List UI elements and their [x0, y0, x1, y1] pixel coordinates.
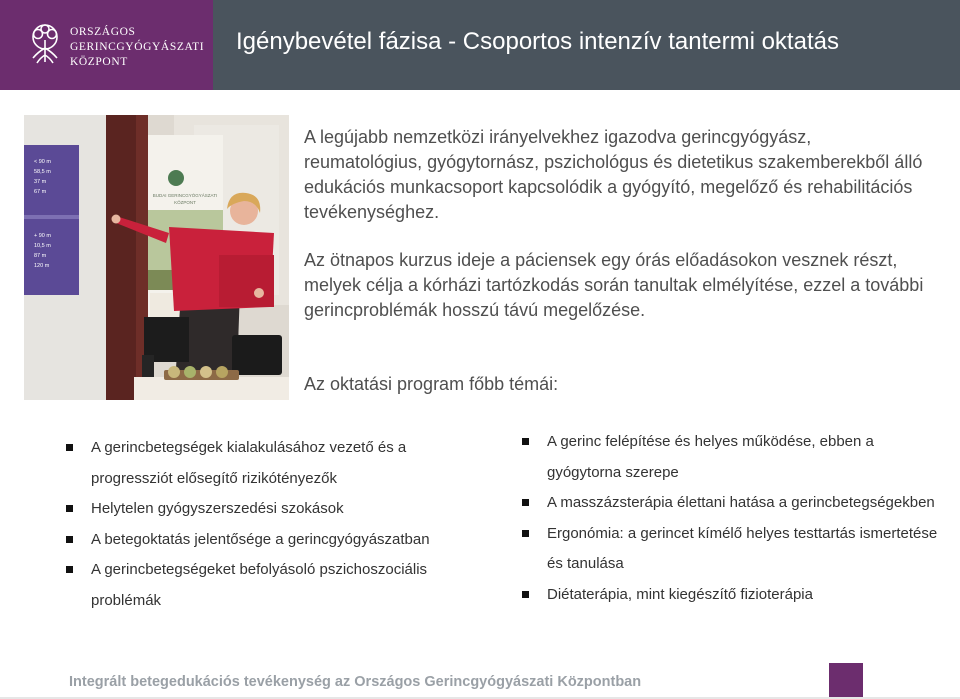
screen-text: 58,5 m [34, 169, 51, 175]
logo-text [70, 25, 210, 70]
footer-accent [829, 663, 863, 699]
list-item: A gerincbetegségek kialakulásához vezető és a progressziót elősegítő rizikótényezők [66, 433, 486, 494]
slide-title: Igénybevétel fázisa - Csoportos intenzív tantermi oktatás [236, 28, 839, 55]
topics-heading: Az oktatási program főbb témái: [304, 374, 559, 394]
topics-list-right [522, 427, 942, 610]
screen-text: 37 m [34, 179, 47, 185]
list-item: Helytelen gyógyszerszedési szokások [66, 494, 486, 525]
tree-of-life-icon [25, 22, 65, 66]
logo [0, 0, 213, 90]
logo-line: ORSZÁGOS [70, 26, 136, 38]
screen-text: < 90 m [34, 159, 51, 165]
list-item: A gerinc felépítése és helyes működése, ebben a gyógytorna szerepe [522, 427, 942, 488]
intro-paragraph: A legújabb nemzetközi irányelvekhez igazodva gerincgyógyász, reumatológius, gyógytornász, pszichológus és dietetikus szakemberekből álló edukációs munkacsoport kapcsolódik a gyógyító, megelőző és rehabilitációs tevékenységhez. [304, 127, 923, 222]
logo-line: GERINCGYÓGYÁSZATI [70, 41, 205, 53]
header-bar [0, 0, 960, 90]
screen-text: 87 m [34, 253, 47, 259]
course-paragraph: Az ötnapos kurzus ideje a páciensek egy órás előadásokon vesznek részt, melyek célja a kórházi tartózkodás során tanultak elmélyítése, ezzel a további gerincproblémák hosszú távú megelőzése. [304, 250, 924, 320]
list-item: A betegoktatás jelentősége a gerincgyógyászatban [66, 525, 486, 556]
classroom-photo [24, 115, 289, 400]
banner-text: KÖZPONT [174, 200, 196, 205]
list-item: Diétaterápia, mint kiegészítő fizioterápia [522, 580, 942, 611]
logo-line: KÖZPONT [70, 56, 128, 68]
footer-text: Integrált betegedukációs tevékenység az Országos Gerincgyógyászati Központban [69, 674, 642, 690]
banner-text: BUDAI GERINCGYÓGYÁSZATI [152, 193, 218, 198]
list-item: A masszázsterápia élettani hatása a gerincbetegségekben [522, 488, 942, 519]
screen-text: 67 m [34, 189, 47, 195]
topics-list-left [66, 433, 486, 616]
screen-text: 120 m [34, 263, 50, 269]
screen-text: + 90 m [34, 233, 51, 239]
list-item: Ergonómia: a gerincet kímélő helyes testtartás ismertetése és tanulása [522, 519, 942, 580]
presenter-illustration [24, 115, 289, 400]
list-item: A gerincbetegségeket befolyásoló pszichoszociális problémák [66, 555, 486, 616]
screen-text: 10,5 m [34, 243, 51, 249]
